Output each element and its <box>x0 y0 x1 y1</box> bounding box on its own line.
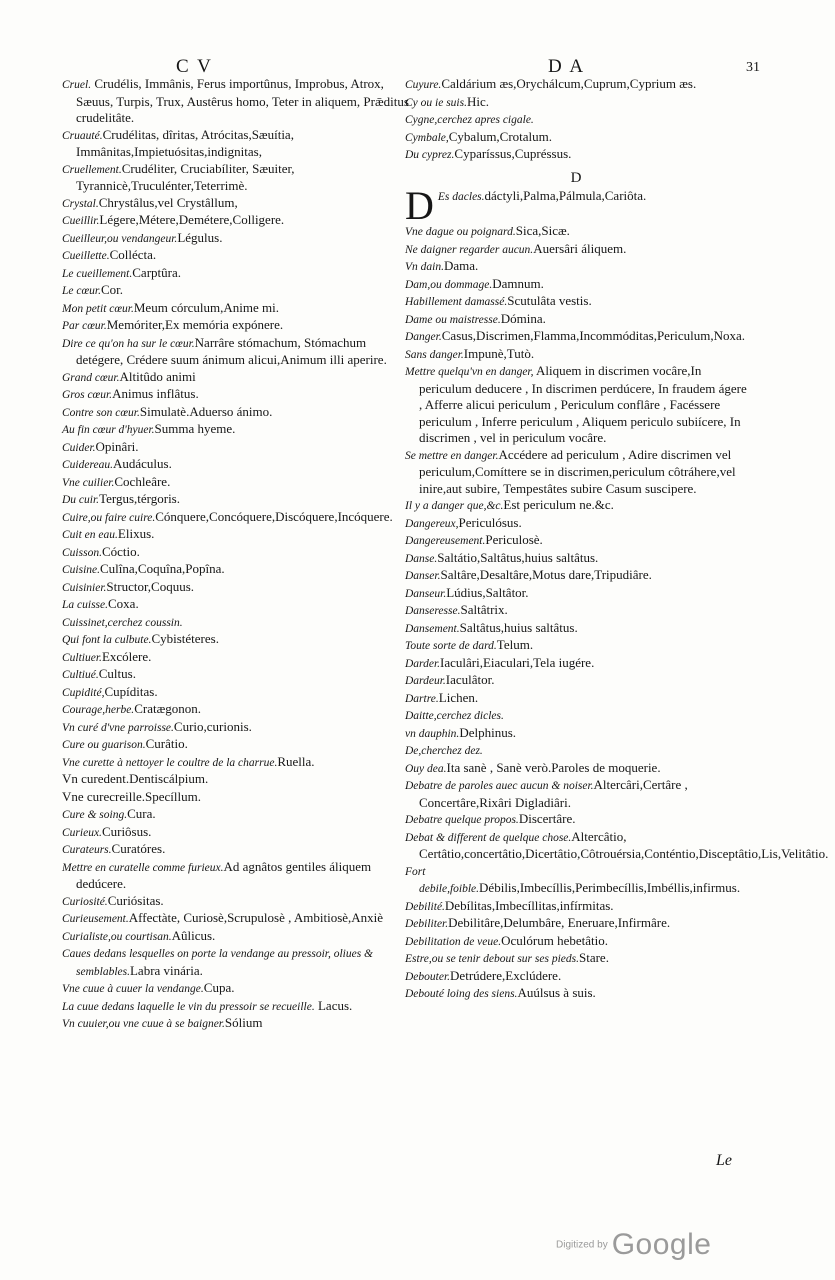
dictionary-entry <box>62 544 410 562</box>
entry-translation: Casus,Discrimen,Flamma,Incommóditas,Periculum,Noxa. <box>441 328 746 343</box>
entry-translation: Cónquere,Concóquere,Discóquere,Incóquere. <box>155 508 393 524</box>
dictionary-entry <box>405 585 747 603</box>
dictionary-entry <box>405 760 747 778</box>
entry-translation: Elixus. <box>117 526 155 541</box>
entry-headword: Qui font la culbute. <box>62 634 152 646</box>
entry-translation: Scutulâta vestis. <box>507 293 592 308</box>
entry-headword: Cygne,cerchez apres cigale. <box>405 114 534 126</box>
dictionary-entry <box>62 719 410 737</box>
entry-translation: Narrâre stómachum, Stómachum detégere, Crédere suum ánimum alicui,Animum illi aperire. <box>76 334 387 367</box>
entry-headword: Cupidité, <box>62 686 105 699</box>
entry-translation: Dómina. <box>500 310 546 326</box>
dictionary-entry <box>62 230 410 248</box>
entry-headword: Courage,herbe. <box>62 704 135 716</box>
dictionary-entry <box>62 893 410 911</box>
entry-headword: Ne daigner regarder aucun. <box>405 243 534 256</box>
entry-headword: Daitte,cerchez dicles. <box>405 710 504 722</box>
entry-translation: Tergus,térgoris. <box>99 491 180 506</box>
entry-headword: Toute sorte de dard. <box>405 640 497 652</box>
entry-headword: Dansement. <box>405 622 460 635</box>
entry-headword: Mettre en curatelle comme furieux. <box>62 861 224 874</box>
dictionary-entry <box>62 127 410 161</box>
entry-translation: Débilis,Imbecíllis,Perimbecíllis,Imbéllis,infirmus. <box>479 880 741 895</box>
entry-translation: Dama. <box>443 258 479 273</box>
entry-headword: Caues dedans lesquelles on porte la vendange au pressoir, oliues & semblables. <box>62 948 373 978</box>
header-right: D A <box>548 56 586 77</box>
dictionary-entry <box>405 346 747 364</box>
entry-headword: Dame ou maistresse. <box>405 313 501 326</box>
entry-translation: dáctyli,Palma,Pálmula,Cariôta. <box>484 188 647 203</box>
entry-translation: Iaculâri,Eiaculari,Tela iugére. <box>440 654 595 670</box>
dictionary-entry <box>405 602 747 620</box>
entry-translation: Debilitâre,Delumbâre, Eneruare,Infirmâre. <box>448 915 671 930</box>
entry-translation: Affectàte, Curiosè,Scrupulosè , Ambitiosè,Anxiè <box>128 910 384 925</box>
entry-translation: Crudélis, Immânis, Ferus importûnus, Improbus, Atrox, Sæuus, Turpis, Trux, Austêrus homo, Teter in aliquem, Prǣditus crudelitâte. <box>76 76 409 125</box>
entry-headword: Curateurs. <box>62 844 112 856</box>
dictionary-entry <box>62 631 410 649</box>
catchword: Le <box>716 1152 732 1169</box>
entry-translation: Auersâri áliquem. <box>533 240 627 256</box>
entry-headword: Cultiué. <box>62 669 99 681</box>
entry-translation: Curiósitas. <box>107 892 164 908</box>
dictionary-entry <box>405 898 747 916</box>
dictionary-entry <box>405 707 747 725</box>
entry-headword: Cure & soing. <box>62 809 128 821</box>
dictionary-entry <box>62 806 410 824</box>
entry-translation: Animus inflâtus. <box>112 386 199 401</box>
entry-translation: Impunè,Tutò. <box>463 345 535 361</box>
dictionary-entry <box>405 985 747 1003</box>
entry-headword: Ouy dea. <box>405 762 447 775</box>
entry-translation: Ad agnâtos gentiles áliquem dedúcere. <box>76 858 372 891</box>
dictionary-entry <box>62 369 410 387</box>
entry-translation: Damnum. <box>492 275 544 291</box>
entry-translation: Accédere ad periculum , Adire discrimen vel periculum,Comíttere se in discrimen,periculum côtráhere,vel inire,aut subire, Tempestâtes subire Casum suscipere. <box>419 446 736 496</box>
entry-translation: Cybalum,Crotalum. <box>448 128 553 144</box>
dictionary-entry <box>62 161 410 195</box>
dictionary-entry <box>405 328 747 346</box>
dictionary-entry <box>405 76 747 94</box>
dictionary-entry <box>405 690 747 708</box>
dictionary-entry <box>62 614 410 632</box>
entry-translation: Oculórum hebetâtio. <box>501 932 608 948</box>
dictionary-entry <box>405 933 747 951</box>
dictionary-entry <box>62 736 410 754</box>
entry-translation: Lacus. <box>314 997 353 1013</box>
entry-translation: Légulus. <box>177 229 223 245</box>
dictionary-entry <box>62 649 410 667</box>
entry-translation: Meum córculum,Anime mi. <box>133 299 280 315</box>
dictionary-entry <box>62 282 410 300</box>
dropcap-entry <box>405 183 747 228</box>
entry-translation: Structor,Coquus. <box>106 578 195 594</box>
entry-headword: Debilité. <box>405 900 445 913</box>
entry-translation: Iaculâtor. <box>445 672 495 687</box>
entry-headword: Le cueillement. <box>62 267 133 280</box>
dictionary-entry <box>405 863 747 898</box>
dictionary-entry <box>405 363 747 447</box>
dictionary-entry <box>62 980 410 998</box>
entry-translation: Aliquem in discrimen vocâre,In periculum deducere , In discrimen perdúcere, In fraudem ágere , Afferre alicui periculum , Periculum conflâre , Facéssere periculum , Inferre periculum , Aliquem periculo subiícere, In discrimen , vel in periculum vocâre. <box>419 363 747 445</box>
entry-headword: Cruauté. <box>62 129 103 142</box>
dictionary-entry <box>62 76 410 127</box>
dictionary-entry <box>62 474 410 492</box>
entry-headword: Darder. <box>405 657 441 670</box>
entry-headword: Cure ou guarison. <box>62 739 146 751</box>
entry-translation: Sólium <box>224 1015 263 1030</box>
left-column <box>62 76 410 1033</box>
dictionary-entry <box>405 828 829 863</box>
entry-headword: Cy ou ie suis. <box>405 96 467 109</box>
entry-translation: Audáculus. <box>113 456 172 471</box>
dictionary-entry <box>62 666 410 684</box>
dictionary-entry <box>62 491 410 509</box>
entry-headword: Crystal. <box>62 197 99 210</box>
entry-headword: Au fin cœur d'hyuer. <box>62 424 155 436</box>
entry-headword: La cuisse. <box>62 599 108 611</box>
dictionary-entry <box>62 771 410 789</box>
dictionary-entry <box>405 241 747 259</box>
entry-translation: Labra vinária. <box>129 962 203 978</box>
entry-translation: Culîna,Coquîna,Popîna. <box>100 561 225 576</box>
entry-headword: Dam,ou dommage. <box>405 278 493 291</box>
entry-headword: Estre,ou se tenir debout sur ses pieds. <box>405 953 579 965</box>
dictionary-entry <box>405 567 747 585</box>
entry-headword: Danseur. <box>405 587 447 600</box>
entry-headword: Gros cœur. <box>62 389 113 401</box>
dictionary-entry <box>62 998 410 1016</box>
entry-translation: Periculósus. <box>458 514 522 530</box>
entry-translation: Curatóres. <box>111 841 166 856</box>
entry-translation: Saltâtrix. <box>460 602 508 617</box>
dictionary-entry <box>405 725 747 743</box>
entry-translation: Stare. <box>578 950 609 965</box>
dictionary-entry <box>62 684 410 702</box>
entry-translation: Sica,Sicæ. <box>515 223 570 238</box>
dictionary-entry <box>62 456 410 474</box>
entry-headword: Dire ce qu'on ha sur le cœur. <box>62 337 195 350</box>
entry-translation: Aûlicus. <box>171 927 216 943</box>
dictionary-entry <box>62 439 410 457</box>
dictionary-entry <box>62 300 410 318</box>
entry-headword: Vne cuilier. <box>62 476 115 489</box>
entry-translation: Excólere. <box>101 648 152 664</box>
entry-headword: Cuisinier. <box>62 581 107 594</box>
entry-translation: Lúdius,Saltâtor. <box>446 584 529 600</box>
entry-translation: Caldárium æs,Orychálcum,Cuprum,Cyprium æs. <box>441 76 697 91</box>
entry-translation: Collécta. <box>109 247 157 262</box>
entry-headword: Cuisine. <box>62 564 101 576</box>
entry-headword: Curieusement. <box>62 913 129 925</box>
entry-translation: Cybistéteres. <box>151 631 219 646</box>
entry-translation: Hic. <box>466 93 490 109</box>
dictionary-entry <box>62 212 410 230</box>
dictionary-entry <box>62 945 410 980</box>
entry-headword: Cuit en eau. <box>62 529 118 541</box>
entry-translation: Lichen. <box>438 689 479 705</box>
dictionary-entry <box>62 509 410 527</box>
entry-headword: Cuidereau. <box>62 459 113 471</box>
entry-headword: Debouté loing des siens. <box>405 988 518 1000</box>
entry-translation: Curiôsus. <box>101 823 152 839</box>
entry-translation: Crudélitas, dîritas, Atrócitas,Sæuítia, Immânitas,Impietuósitas,indignitas, <box>76 126 294 159</box>
entry-translation: Cor. <box>100 282 124 297</box>
dictionary-entry <box>405 655 747 673</box>
dictionary-entry <box>62 859 410 893</box>
dictionary-entry <box>62 824 410 842</box>
section-letter: D <box>570 169 582 186</box>
dictionary-entry <box>405 258 747 276</box>
entry-headword: Fort debile,foible. <box>405 865 480 895</box>
dictionary-entry <box>405 742 747 760</box>
entry-headword: Cueillir. <box>62 215 100 227</box>
entry-headword: Sans danger. <box>405 348 464 361</box>
entry-headword: Dangereusement. <box>405 535 486 547</box>
entry-translation: Vn curedent.Dentiscálpium. <box>62 771 209 786</box>
entry-headword: Danger. <box>405 331 442 343</box>
entry-translation: Simulatè.Aduerso ánimo. <box>139 403 273 419</box>
entry-headword: Curieux. <box>62 826 102 839</box>
entry-headword: Cuyure. <box>405 79 442 91</box>
entry-translation: Ruella. <box>277 753 315 769</box>
dictionary-entry <box>62 754 410 772</box>
entry-headword: Debat & different de quelque chose. <box>405 831 572 844</box>
entry-headword: Cultiuer. <box>62 651 102 664</box>
entry-translation: Debílitas,Imbecíllitas,infírmitas. <box>444 897 614 913</box>
dictionary-entry <box>405 293 747 311</box>
entry-translation: Altitûdo animi <box>119 368 196 384</box>
entry-translation: Curio,curionis. <box>173 718 252 734</box>
entry-headword: Danse. <box>405 552 438 565</box>
entry-translation: Crudéliter, Cruciabíliter, Sæuiter, Tyrannicè,Truculénter,Teterrimè. <box>76 160 295 193</box>
page-number: 31 <box>746 60 760 75</box>
dictionary-entry <box>62 841 410 859</box>
entry-headword: Danser. <box>405 570 441 582</box>
dictionary-entry <box>405 672 747 690</box>
entry-translation: Cupa. <box>203 980 235 995</box>
entry-translation: Cóctio. <box>101 543 140 559</box>
dictionary-entry <box>405 311 747 329</box>
dropcap-letter: D <box>405 183 434 228</box>
entry-headword: Cuire,ou faire cuire. <box>62 511 156 524</box>
entry-translation: Chrystâlus,vel Crystâllum, <box>98 194 238 210</box>
dictionary-entry <box>62 247 410 265</box>
entry-headword: Il y a danger que,&c. <box>405 500 504 512</box>
entry-translation: Telum. <box>496 637 534 652</box>
dictionary-entry <box>62 596 410 614</box>
entry-translation: Memóriter,Ex memória expónere. <box>106 317 284 332</box>
entry-headword: Cuider. <box>62 441 96 454</box>
entry-headword: Cruellement. <box>62 163 122 176</box>
entry-translation: Cochleâre. <box>114 473 171 489</box>
dictionary-entry <box>405 532 747 550</box>
entry-headword: Du cyprez. <box>405 149 455 161</box>
entry-headword: Mettre quelqu'vn en danger, <box>405 366 534 378</box>
dictionary-entry <box>62 317 410 335</box>
dictionary-entry <box>62 526 410 544</box>
dictionary-entry <box>62 928 410 946</box>
dictionary-entry <box>405 777 747 811</box>
dictionary-entry <box>405 497 747 515</box>
entry-translation: Légere,Métere,Demétere,Colligere. <box>99 212 285 227</box>
dictionary-entry <box>405 223 747 241</box>
entry-headword: vn dauphin. <box>405 727 460 740</box>
entry-headword: Cueilleur,ou vendangeur. <box>62 232 178 245</box>
dictionary-entry <box>62 701 410 719</box>
entry-translation: Periculosè. <box>485 532 543 547</box>
watermark-prefix: Digitized by <box>556 1239 608 1251</box>
entry-headword: Par cœur. <box>62 320 107 332</box>
entry-headword: Se mettre en danger. <box>405 449 499 462</box>
entry-headword: Es dacles. <box>437 191 485 203</box>
entry-translation: Discertâre. <box>518 811 576 826</box>
dictionary-entry <box>62 265 410 283</box>
entry-translation: Summa hyeme. <box>154 421 236 436</box>
entry-headword: Vn dain. <box>405 261 444 273</box>
entry-translation: Coxa. <box>108 596 139 611</box>
entry-headword: Debouter. <box>405 970 451 983</box>
entry-headword: Grand cœur. <box>62 371 120 384</box>
entry-headword: La cuue dedans laquelle le vin du pressoir se recueille. <box>62 1000 315 1013</box>
dictionary-entry <box>62 386 410 404</box>
dictionary-entry <box>405 146 747 164</box>
entry-headword: Contre son cœur. <box>62 406 140 419</box>
dictionary-entry <box>405 550 747 568</box>
entry-translation: Cupíditas. <box>104 683 158 699</box>
entry-headword: Habillement damassé. <box>405 296 508 308</box>
dictionary-entry <box>62 1015 410 1033</box>
header-left: C V <box>176 56 213 77</box>
entry-headword: Cueillette. <box>62 250 110 262</box>
dictionary-entry <box>62 789 410 807</box>
entry-translation: Delphinus. <box>459 724 517 740</box>
dictionary-entry <box>405 950 747 968</box>
entry-headword: Cruel. <box>62 79 92 91</box>
dictionary-entry <box>405 94 747 112</box>
entry-headword: Dartre. <box>405 692 439 705</box>
dictionary-entry <box>405 129 747 147</box>
dictionary-entry <box>405 915 747 933</box>
entry-headword: Debatre quelque propos. <box>405 814 519 826</box>
entry-headword: Debilitation de veue. <box>405 935 502 948</box>
entry-translation: Carptûra. <box>132 264 181 280</box>
entry-headword: Vn curé d'vne parroisse. <box>62 721 174 734</box>
entry-headword: Vne cuue à cuuer la vendange. <box>62 983 204 995</box>
watermark-brand: Google <box>611 1228 712 1261</box>
entry-headword: Vn cuuier,ou vne cuue à se baigner. <box>62 1018 225 1030</box>
entry-translation: Cultus. <box>98 666 136 681</box>
entry-translation: Saltâre,Desaltâre,Motus dare,Tripudiâre. <box>440 567 652 582</box>
entry-headword: Dangereux, <box>405 517 459 530</box>
dictionary-entry <box>62 335 410 369</box>
dictionary-entry <box>62 579 410 597</box>
dictionary-entry <box>405 620 747 638</box>
entry-headword: Debiliter. <box>405 918 449 930</box>
entry-translation: Saltâtus,huius saltâtus. <box>459 619 578 635</box>
dictionary-entry <box>62 195 410 213</box>
entry-headword: Cymbale, <box>405 131 449 144</box>
dictionary-entry <box>62 404 410 422</box>
entry-headword: Mon petit cœur. <box>62 302 134 315</box>
dictionary-entry <box>405 968 747 986</box>
entry-headword: Vne curette à nettoyer le coultre de la charrue. <box>62 756 278 769</box>
entry-translation: Vne curecreille.Specíllum. <box>62 788 201 804</box>
entry-translation: Detrúdere,Exclúdere. <box>450 967 562 983</box>
entry-headword: Cuissinet,cerchez coussin. <box>62 616 183 629</box>
entry-translation: Est periculum ne.&c. <box>503 497 614 512</box>
entry-translation: Auúlsus à suis. <box>517 985 596 1000</box>
entry-translation: Ita sanè , Sanè verò.Paroles de moquerie. <box>446 759 661 775</box>
entry-translation: Cyparíssus,Cupréssus. <box>454 146 572 161</box>
right-column <box>405 76 829 1003</box>
entry-headword: Dardeur. <box>405 675 446 687</box>
entry-headword: Debatre de paroles auec aucun & noiser. <box>405 780 594 792</box>
entry-headword: Le cœur. <box>62 285 101 297</box>
dictionary-entry <box>405 811 747 829</box>
dictionary-entry <box>405 276 747 294</box>
digitized-watermark <box>556 1228 711 1262</box>
entry-translation: Opinâri. <box>95 438 139 454</box>
entry-translation: Cura. <box>127 806 156 821</box>
entry-headword: De,cherchez dez. <box>405 745 483 757</box>
entry-headword: Cuisson. <box>62 546 102 559</box>
dictionary-entry <box>62 910 410 928</box>
entry-headword: Curialiste,ou courtisan. <box>62 930 172 943</box>
dictionary-entry <box>405 111 747 129</box>
entry-headword: Danseresse. <box>405 605 461 617</box>
dictionary-entry <box>405 637 747 655</box>
entry-translation: Curâtio. <box>145 736 188 751</box>
entry-headword: Du cuir. <box>62 494 100 506</box>
entry-translation: Saltátio,Saltâtus,huius saltâtus. <box>437 549 599 565</box>
entry-headword: Curiosité. <box>62 895 108 908</box>
dictionary-entry <box>405 447 747 498</box>
entry-translation: Altercâtio, Certâtio,concertâtio,Dicertâtio,Côtrouérsia,Conténtio,Disceptâtio,Lis,Velitâtio. <box>419 828 829 861</box>
dictionary-entry <box>62 561 410 579</box>
dictionary-entry <box>62 421 410 439</box>
entry-headword: Vne dague ou poignard. <box>405 226 516 238</box>
dictionary-entry <box>405 515 747 533</box>
entry-translation: Altercâri,Certâre , Concertâre,Rixâri Digladiâri. <box>419 777 688 810</box>
entry-translation: Cratægonon. <box>134 701 201 716</box>
